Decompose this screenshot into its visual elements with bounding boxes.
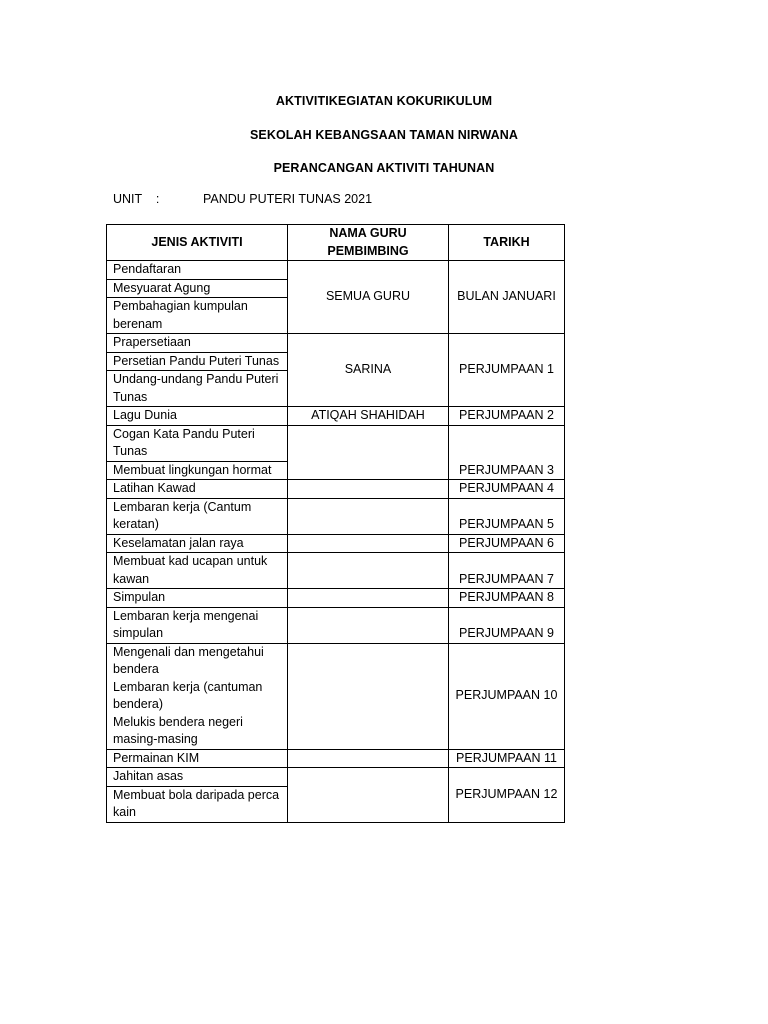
plan-title: PERANCANGAN AKTIVITI TAHUNAN <box>273 161 495 175</box>
activity-table <box>106 224 565 823</box>
date-cell: PERJUMPAAN 11 <box>449 749 565 768</box>
date-cell: PERJUMPAAN 3 <box>449 425 565 480</box>
activity-cell <box>107 643 288 749</box>
unit-value: PANDU PUTERI TUNAS 2021 <box>203 192 373 206</box>
activity-cell: Jahitan asas <box>107 768 288 787</box>
date-cell: PERJUMPAAN 8 <box>449 589 565 608</box>
activity-cell: Keselamatan jalan raya <box>107 534 288 553</box>
col-header-teacher: NAMA GURU PEMBIMBING <box>288 225 449 261</box>
table-header-row <box>107 225 565 261</box>
table-row <box>107 643 565 749</box>
table-row <box>107 498 565 534</box>
teacher-cell-empty <box>288 534 449 553</box>
activity-line: Mengenali dan mengetahui bendera <box>113 644 264 676</box>
activity-cell: Membuat bola daripada perca kain <box>107 786 288 822</box>
table-row <box>107 589 565 608</box>
activity-line: Melukis bendera negeri masing-masing <box>113 714 243 746</box>
activity-cell: Cogan Kata Pandu Puteri Tunas <box>107 425 288 461</box>
col-header-date: TARIKH <box>449 225 565 261</box>
table-row <box>107 553 565 589</box>
table-row <box>107 749 565 768</box>
date-cell: PERJUMPAAN 10 <box>449 643 565 749</box>
teacher-cell: SARINA <box>288 334 449 407</box>
activity-cell: Membuat kad ucapan untuk kawan <box>107 553 288 589</box>
teacher-cell-empty <box>288 589 449 608</box>
activity-cell: Undang-undang Pandu Puteri Tunas <box>107 371 288 407</box>
table-row <box>107 768 565 787</box>
teacher-cell-empty <box>288 768 449 823</box>
date-cell: PERJUMPAAN 9 <box>449 607 565 643</box>
teacher-cell-empty <box>288 607 449 643</box>
col-header-activity: JENIS AKTIVITI <box>107 225 288 261</box>
date-cell: PERJUMPAAN 6 <box>449 534 565 553</box>
teacher-cell-empty <box>288 553 449 589</box>
date-cell: PERJUMPAAN 1 <box>449 334 565 407</box>
table-row <box>107 534 565 553</box>
activity-cell: Latihan Kawad <box>107 480 288 499</box>
date-cell: PERJUMPAAN 5 <box>449 498 565 534</box>
date-cell: PERJUMPAAN 4 <box>449 480 565 499</box>
activity-cell: Lagu Dunia <box>107 407 288 426</box>
activity-cell: Mesyuarat Agung <box>107 279 288 298</box>
activity-cell: Lembaran kerja (Cantum keratan) <box>107 498 288 534</box>
teacher-cell-empty <box>288 425 449 480</box>
date-cell: BULAN JANUARI <box>449 261 565 334</box>
teacher-cell: ATIQAH SHAHIDAH <box>288 407 449 426</box>
date-cell: PERJUMPAAN 7 <box>449 553 565 589</box>
doc-title: AKTIVITIKEGIATAN KOKURIKULUM <box>275 94 493 108</box>
table-row <box>107 607 565 643</box>
activity-line: Lembaran kerja (cantuman bendera) <box>113 679 263 711</box>
table-row <box>107 407 565 426</box>
table-row <box>107 261 565 280</box>
teacher-cell: SEMUA GURU <box>288 261 449 334</box>
date-cell: PERJUMPAAN 12 <box>449 768 565 823</box>
table-row <box>107 425 565 461</box>
activity-cell: Pembahagian kumpulan berenam <box>107 298 288 334</box>
unit-label: UNIT : <box>113 192 160 206</box>
activity-cell: Simpulan <box>107 589 288 608</box>
activity-cell: Persetian Pandu Puteri Tunas <box>107 352 288 371</box>
unit-line <box>113 192 372 206</box>
teacher-cell-empty <box>288 643 449 749</box>
table-row <box>107 334 565 353</box>
teacher-cell-empty <box>288 498 449 534</box>
activity-cell: Permainan KIM <box>107 749 288 768</box>
teacher-cell-empty <box>288 749 449 768</box>
table-row <box>107 480 565 499</box>
date-cell: PERJUMPAAN 2 <box>449 407 565 426</box>
activity-cell: Membuat lingkungan hormat <box>107 461 288 480</box>
activity-cell: Pendaftaran <box>107 261 288 280</box>
activity-cell: Prapersetiaan <box>107 334 288 353</box>
school-name: SEKOLAH KEBANGSAAN TAMAN NIRWANA <box>249 128 518 142</box>
teacher-cell-empty <box>288 480 449 499</box>
activity-cell: Lembaran kerja mengenai simpulan <box>107 607 288 643</box>
